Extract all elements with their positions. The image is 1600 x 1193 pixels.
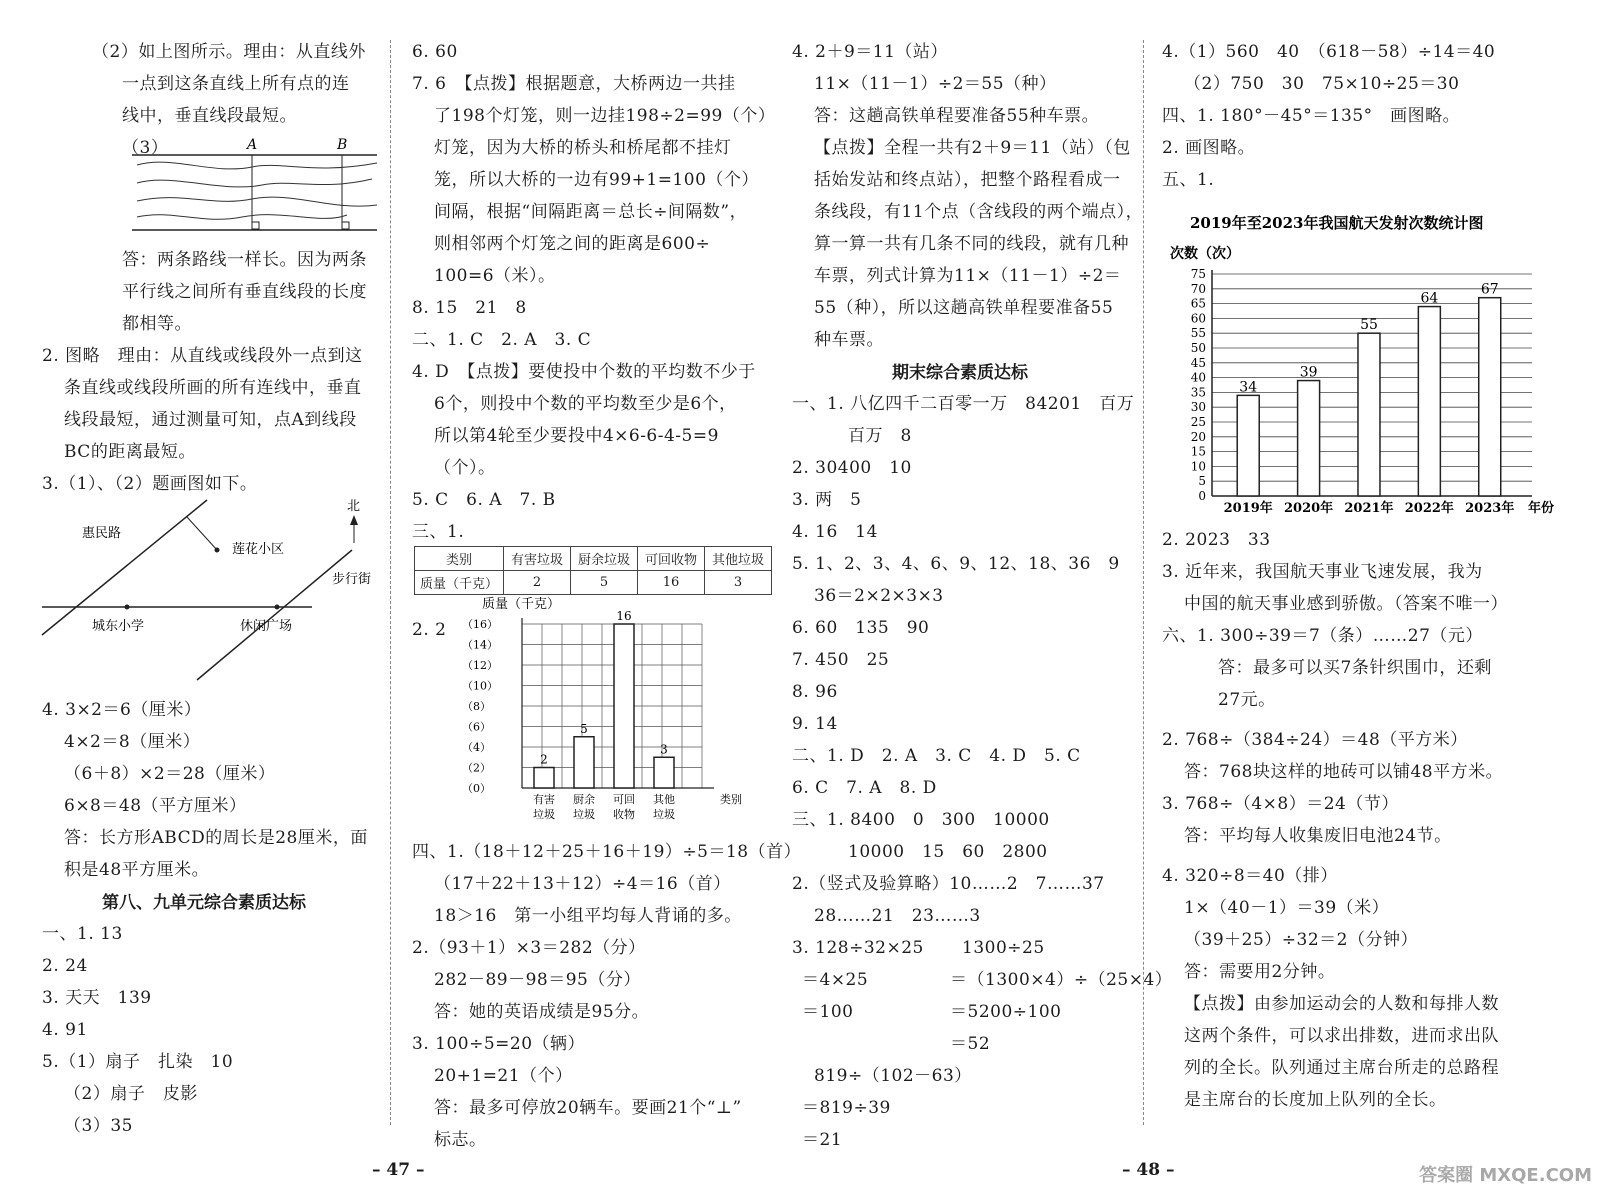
watermark: 答案圈 MXQE.COM [1419, 1165, 1592, 1186]
y-tick-label: 35 [1190, 385, 1206, 400]
text-line: 3. 768÷（4×8）＝24（节） [1162, 794, 1399, 814]
text-line: 4×2＝8（厘米） [64, 732, 201, 752]
text-line: 了198个灯笼，则一边挂198÷2=99（个） [434, 106, 776, 126]
text-line: 2. 24 [42, 956, 88, 976]
x-tick-label: 2023年 [1465, 501, 1515, 516]
text-line: 种车票。 [814, 330, 884, 350]
x-tick-label: 2021年 [1344, 501, 1394, 516]
x-tick-label: 其他 [653, 793, 675, 806]
text-line: 灯笼，因为大桥的桥头和桥尾都不挂灯 [434, 138, 732, 158]
text-line: 2. 2023 33 [1162, 530, 1271, 550]
text-line: 2.（93＋1）×3＝282（分） [412, 938, 646, 958]
x-tick-label: 有害 [533, 793, 555, 806]
y-tick-label: 15 [1190, 444, 1206, 459]
text-line: （3）35 [64, 1116, 133, 1136]
column-separator [390, 40, 391, 1125]
table-row-label: 质量（千克） [415, 571, 504, 595]
x-axis-label: 年份 [1528, 501, 1555, 516]
text-line: 线中，垂直线段最短。 [122, 106, 297, 126]
text-line: 5. C 6. A 7. B [412, 490, 556, 510]
page-number-left: – 47 – [372, 1160, 425, 1180]
x-tick-label: 垃圾 [533, 808, 555, 821]
text-line: 6×8＝48（平方厘米） [64, 796, 247, 816]
table-cell: 16 [638, 571, 705, 595]
text-line: 三、1. [412, 522, 465, 542]
data-label: 67 [1480, 281, 1499, 298]
figure-label: （3） [122, 138, 169, 158]
text-line: 积是48平方厘米。 [64, 860, 210, 880]
point-a-label: A [247, 137, 258, 153]
text-line: 819÷（102－63） [814, 1066, 972, 1086]
y-tick-label: （14） [462, 638, 498, 652]
text-line: 27元。 [1218, 690, 1276, 710]
text-line: 18＞16 第一小组平均每人背诵的多。 [434, 906, 742, 926]
text-line: （6＋8）×2＝28（厘米） [64, 764, 276, 784]
text-line: （39＋25）÷32＝2（分钟） [1184, 930, 1418, 950]
y-tick-label: 30 [1190, 400, 1206, 415]
text-line: 4. 3×2＝6（厘米） [42, 700, 202, 720]
table-header: 可回收物 [638, 547, 705, 571]
data-label: 55 [1360, 317, 1378, 334]
y-tick-label: 70 [1190, 281, 1206, 296]
x-tick-label: 垃圾 [653, 808, 675, 821]
text-line: 四、1. 180°－45°＝135° 画图略。 [1162, 106, 1461, 126]
parallel-lines-figure [132, 135, 382, 240]
text-line: 条线段，有11个点（含线段的两个端点）， [814, 202, 1144, 222]
section-title: 第八、九单元综合素质达标 [102, 893, 306, 913]
text-line: 10000 15 60 2800 [848, 842, 1048, 862]
data-label: 5 [580, 721, 588, 736]
table-cell: 2 [504, 571, 571, 595]
text-line: 4.（1）560 40 （618－58）÷14＝40 [1162, 42, 1496, 62]
table-cell: 5 [571, 571, 638, 595]
y-tick-label: 5 [1198, 474, 1206, 489]
bar [1298, 381, 1320, 496]
text-line: 都相等。 [122, 314, 192, 334]
text-line: 括始发站和终点站），把整个路程看成一 [814, 170, 1121, 190]
text-line: 2. 图略 理由：从直线或线段外一点到这 [42, 346, 363, 366]
plaza-label: 休闲广场 [240, 619, 293, 634]
text-line: 3. 天天 139 [42, 988, 152, 1008]
text-line: 28……21 23……3 [814, 906, 981, 926]
text-line: 3. 128÷32×25 [792, 938, 924, 958]
text-line: 答：两条路线一样长。因为两条 [122, 250, 367, 270]
text-line: 6个，则投中个数的平均数至少是6个， [434, 394, 737, 414]
text-line: 282－89－98＝95（分） [434, 970, 641, 990]
text-line: 六、1. 300÷39＝7（条）……27（元） [1162, 626, 1483, 646]
text-line: 算一算一共有几条不同的线段，就有几种 [814, 234, 1129, 254]
table-header: 厨余垃圾 [571, 547, 638, 571]
text-line: （2）扇子 皮影 [64, 1084, 198, 1104]
text-line: 6. 60 [412, 42, 458, 62]
text-line: 条直线或线段所画的所有连线中，垂直 [64, 378, 362, 398]
text-line: 4. 320÷8＝40（排） [1162, 866, 1338, 886]
data-label: 16 [616, 609, 632, 623]
y-tick-label: （16） [462, 618, 498, 631]
text-line: 标志。 [434, 1130, 487, 1150]
text-line: 答：长方形ABCD的周长是28厘米，面 [64, 828, 368, 848]
text-line: ＝（1300×4）÷（25×4） [950, 970, 1173, 990]
text-line: 百万 8 [848, 426, 912, 446]
x-tick-label: 2019年 [1223, 501, 1273, 516]
text-line: 则相邻两个灯笼之间的距离是600÷ [434, 234, 711, 254]
bar [1237, 395, 1259, 496]
text-line: ＝819÷39 [802, 1098, 891, 1118]
bar [654, 757, 674, 788]
bar [1418, 307, 1440, 496]
text-line: 一点到这条直线上所有点的连 [122, 74, 350, 94]
y-tick-label: 50 [1190, 341, 1206, 355]
waste-bar-chart [452, 597, 772, 830]
school-label: 城东小学 [92, 619, 145, 634]
text-line: 4. 16 14 [792, 522, 878, 542]
table-header: 有害垃圾 [504, 547, 571, 571]
text-line: 二、1. C 2. A 3. C [412, 330, 592, 350]
x-tick-label: 收物 [613, 808, 635, 821]
text-line: 55（种），所以这趟高铁单程要准备55 [814, 298, 1114, 318]
table-header: 其他垃圾 [705, 547, 772, 571]
y-tick-label: 60 [1190, 311, 1206, 326]
y-tick-label: 55 [1190, 326, 1206, 341]
text-line: 8. 96 [792, 682, 838, 702]
y-tick-label: （8） [462, 700, 491, 713]
text-line: 100=6（米）。 [434, 266, 556, 286]
page-number-right: – 48 – [1122, 1160, 1175, 1180]
data-label: 2 [540, 752, 548, 767]
launch-bar-chart [1170, 198, 1555, 516]
text-line: 笼，所以大桥的一边有99+1=100（个） [434, 170, 759, 190]
text-line: 一、1. 13 [42, 924, 123, 944]
y-tick-label: 20 [1190, 429, 1206, 444]
y-tick-label: （0） [462, 782, 491, 795]
text-line: 中国的航天事业感到骄傲。（答案不唯一） [1184, 594, 1508, 614]
x-tick-label: 厨余 [573, 793, 595, 806]
text-line: 7. 450 25 [792, 650, 890, 670]
text-line: 2. 768÷（384÷24）＝48（平方米） [1162, 730, 1468, 750]
y-tick-label: （2） [462, 761, 491, 775]
data-label: 34 [1239, 379, 1258, 396]
text-line: 7. 6 【点拨】根据题意，大桥两边一共挂 [412, 74, 736, 94]
text-line: 4. 91 [42, 1020, 88, 1040]
text-line: （2）750 30 75×10÷25＝30 [1184, 74, 1460, 94]
text-line: 9. 14 [792, 714, 838, 734]
text-line: ＝21 [802, 1130, 843, 1150]
text-line: 三、1. 8400 0 300 10000 [792, 810, 1050, 830]
text-line: 【点拨】由参加运动会的人数和每排人数 [1184, 994, 1499, 1014]
y-tick-label: 25 [1190, 415, 1206, 429]
text-line: 答：最多可停放20辆车。要画21个“⊥” [434, 1098, 742, 1118]
x-tick-label: 2020年 [1284, 501, 1334, 516]
text-line: 五、1. [1162, 170, 1215, 190]
text-line: 答：768块这样的地砖可以铺48平方米。 [1184, 762, 1504, 782]
y-tick-label: 75 [1190, 267, 1206, 281]
data-label: 39 [1299, 364, 1318, 381]
section-title: 期末综合素质达标 [892, 363, 1028, 383]
y-axis-label: 次数（次） [1170, 246, 1240, 262]
y-tick-label: 40 [1190, 370, 1206, 385]
text-line: 平行线之间所有垂直线段的长度 [122, 282, 367, 302]
text-line: 四、1.（18＋12＋25＋16＋19）÷5＝18（首） [412, 842, 802, 862]
road-label: 惠民路 [82, 526, 122, 541]
text-line: 8. 15 21 8 [412, 298, 527, 318]
text-line: 3.（1）、（2）题画图如下。 [42, 474, 258, 494]
text-line: 车票，列式计算为11×（11－1）÷2＝ [814, 266, 1122, 286]
y-tick-label: （10） [462, 679, 498, 693]
text-line: 是主席台的长度加上队列的全长。 [1184, 1090, 1447, 1110]
text-line: 答：这趟高铁单程要准备55种车票。 [814, 106, 1100, 126]
text-line: 1300÷25 [962, 938, 1045, 958]
y-tick-label: （4） [462, 741, 491, 754]
text-line: 4. D 【点拨】要使投中个数的平均数不少于 [412, 362, 756, 382]
y-tick-label: 10 [1190, 459, 1206, 474]
bar [534, 768, 554, 789]
north-label: 北 [347, 499, 361, 514]
y-tick-label: 45 [1190, 355, 1206, 370]
text-line: 线段最短，通过测量可知，点A到线段 [64, 410, 357, 430]
map-figure [42, 495, 382, 690]
text-line: 6. 60 135 90 [792, 618, 930, 638]
column-separator [1143, 40, 1144, 1125]
text-line: 一、1. 八亿四千二百零一万 84201 百万 [792, 394, 1135, 414]
text-line: 答：她的英语成绩是95分。 [434, 1002, 650, 1022]
text-line: （个）。 [434, 458, 496, 478]
text-line: 间隔，根据“间隔距离＝总长÷间隔数”， [434, 202, 748, 222]
bar [1479, 298, 1501, 496]
text-line: 5.（1）扇子 扎染 10 [42, 1052, 234, 1072]
text-line: 2. 30400 10 [792, 458, 912, 478]
text-line: （2）如上图所示。理由：从直线外 [92, 42, 366, 62]
text-line: 2. 2 [412, 620, 447, 640]
text-line: 二、1. D 2. A 3. C 4. D 5. C [792, 746, 1081, 766]
data-label: 64 [1420, 290, 1439, 307]
chart-title: 质量（千克） [482, 597, 561, 612]
bar [574, 737, 594, 788]
x-axis-label: 类别 [720, 793, 742, 806]
data-label: 3 [660, 742, 668, 757]
y-tick-label: 0 [1198, 489, 1206, 503]
text-line: ＝52 [950, 1034, 991, 1054]
text-line: BC的距离最短。 [64, 442, 196, 462]
x-tick-label: 2022年 [1404, 501, 1454, 516]
text-line: ＝100 [802, 1002, 854, 1022]
text-line: 这两个条件，可以求出排数，进而求出队 [1184, 1026, 1499, 1046]
x-tick-label: 垃圾 [573, 808, 595, 821]
text-line: ＝4×25 [802, 970, 869, 990]
text-line: 6. C 7. A 8. D [792, 778, 937, 798]
text-line: 3. 两 5 [792, 490, 862, 510]
text-line: 3. 近年来，我国航天事业飞速发展，我为 [1162, 562, 1483, 582]
text-line: 列的全长。队列通过主席台所走的总路程 [1184, 1058, 1499, 1078]
text-line: （17＋22＋13＋12）÷4＝16（首） [434, 874, 731, 894]
table-header: 类别 [415, 547, 504, 571]
text-line: 2.（竖式及验算略）10……2 7……37 [792, 874, 1105, 894]
text-line: 2. 画图略。 [1162, 138, 1256, 158]
x-tick-label: 可回 [613, 793, 635, 806]
table-cell: 3 [705, 571, 772, 595]
text-line: 答：需要用2分钟。 [1184, 962, 1336, 982]
point-b-label: B [337, 137, 348, 153]
text-line: ＝5200÷100 [950, 1002, 1062, 1022]
text-line: 所以第4轮至少要投中4×6-6-4-5=9 [434, 426, 719, 446]
text-line: 11×（11－1）÷2＝55（种） [814, 74, 1057, 94]
text-line: 答：平均每人收集废旧电池24节。 [1184, 826, 1452, 846]
text-line: 4. 2＋9＝11（站） [792, 42, 948, 62]
text-line: 3. 100÷5=20（辆） [412, 1034, 586, 1054]
text-line: 答：最多可以买7条针织围巾，还剩 [1218, 658, 1492, 678]
lotus-label: 莲花小区 [232, 542, 285, 557]
chart-title: 2019年至2023年我国航天发射次数统计图 [1190, 214, 1484, 232]
y-tick-label: （6） [462, 720, 491, 734]
bar [614, 624, 634, 788]
text-line: 【点拨】全程一共有2＋9＝11（站）（包 [814, 138, 1131, 158]
text-line: 20+1=21（个） [434, 1066, 573, 1086]
y-tick-label: （12） [462, 659, 498, 672]
y-tick-label: 65 [1190, 296, 1206, 311]
bar [1358, 333, 1380, 496]
text-line: 1×（40－1）＝39（米） [1184, 898, 1390, 918]
text-line: 5. 1、2、3、4、6、9、12、18、36 9 [792, 554, 1120, 574]
street-label: 步行街 [332, 572, 372, 587]
text-line: 36＝2×2×3×3 [814, 586, 944, 606]
classification-table [414, 546, 772, 595]
